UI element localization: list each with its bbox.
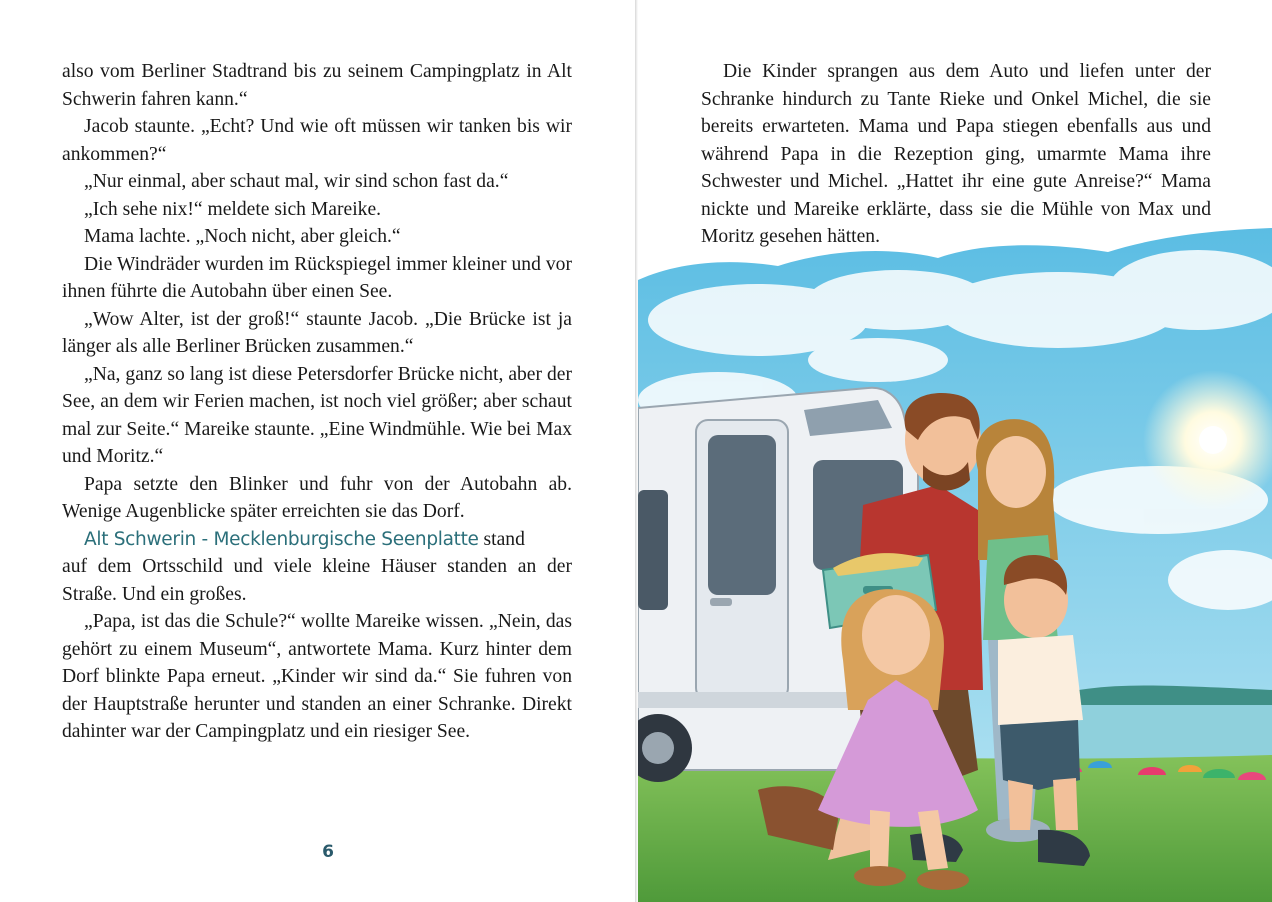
paragraph: Jacob staunte. „Echt? Und wie oft müssen wir tanken bis wir ankommen?“ [62,116,572,165]
sign-after-text: stand [478,528,525,550]
right-page [638,0,1272,902]
paragraph: auf dem Ortsschild und viele kleine Häuser standen an der Straße. Und ein großes. [62,556,572,605]
paragraph: „Papa, ist das die Schule?“ wollte Mareike wissen. „Nein, das gehört zu einem Museum“, antwortete Mama. Kurz hinter dem Dorf blinkte Papa erneut. „Kinder wir sind da.“ Sie fuhren von der Hauptstraße herunter und standen an einer Schranke. Direkt dahinter war der Campingplatz und ein riesiger See. [62,611,572,742]
paragraph: „Nur einmal, aber schaut mal, wir sind schon fast da.“ [84,171,509,192]
paragraph: Papa setzte den Blinker und fuhr von der Autobahn ab. Wenige Augenblicke später erreichten sie das Dorf. [62,473,572,522]
paragraph: „Ich sehe nix!“ meldete sich Mareike. [84,198,382,220]
paragraph: also vom Berliner Stadtrand bis zu seinem Campingplatz in Alt Schwerin fahren kann.“ [62,61,572,110]
paragraph: „Wow Alter, ist der groß!“ staunte Jacob. „Die Brücke ist ja länger als alle Berliner Brücken zusammen.“ [62,308,572,357]
town-sign-text: Alt Schwerin - Mecklenburgische Seenplatte [84,528,479,550]
right-page-text [701,58,1211,251]
left-page-text [62,58,572,746]
paragraph: „Na, ganz so lang ist diese Petersdorfer Brücke nicht, aber der See, an dem wir Ferien machen, ist noch viel größer; aber schaut mal zur Seite.“ Mareike staunte. „Eine Windmühle. Wie bei Max und Moritz.“ [62,363,572,467]
paragraph-town-sign [62,526,572,554]
paragraph: Die Windräder wurden im Rückspiegel immer kleiner und vor ihnen führte die Autobahn über einen See. [62,253,572,302]
paragraph: Mama lachte. „Noch nicht, aber gleich.“ [84,226,401,247]
page-number: 6 [322,842,334,862]
paragraph: Die Kinder sprangen aus dem Auto und liefen unter der Schranke hindurch zu Tante Rieke und Onkel Michel, die sie bereits erwarteten. Mama und Papa stiegen ebenfalls aus und während Papa in die Rezeption ging, umarmte Mama ihre Schwester und Michel. „Hattet ihr eine gute Anreise?“ Mama nickte und Mareike erklärte, dass sie die Mühle von Max und Moritz gesehen hätten. [701,61,1211,247]
